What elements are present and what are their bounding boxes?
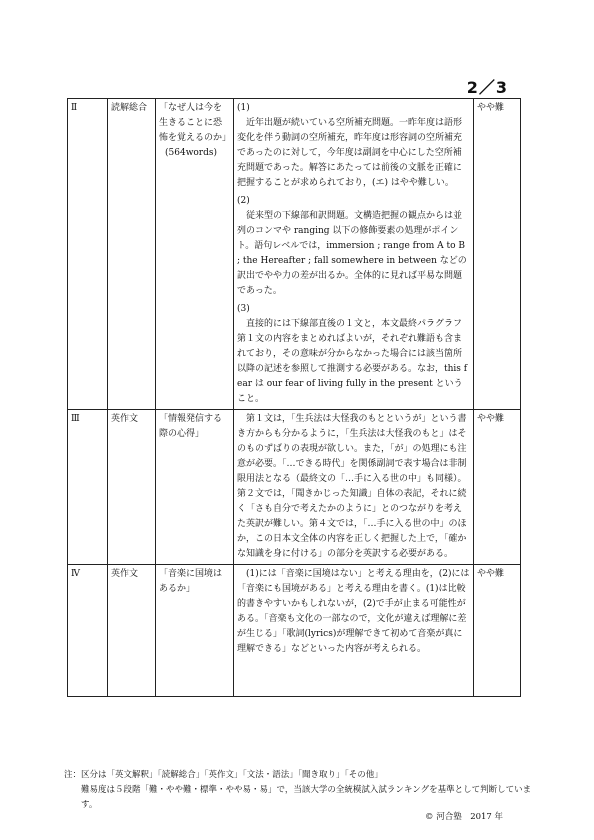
difficulty-level: やや難 (474, 99, 521, 410)
paragraph-number: (3) (237, 304, 250, 314)
question-topic: 「音楽に国境はあるか」 (156, 565, 234, 697)
footnotes (64, 768, 534, 813)
commentary-paragraph (237, 302, 470, 407)
commentary-paragraph (237, 412, 470, 562)
question-topic-cell (156, 99, 234, 410)
table-row (68, 410, 521, 565)
table-row (68, 565, 521, 697)
question-number: Ⅱ (68, 99, 108, 410)
paragraph-text: 第１文は，「生兵法は大怪我のもとというが」という書き方からも分かるように，「生兵法は大怪我のもと」はそのものずばりの表現が欲しい。また，「が」の処理にも注意が必要。「…できる時代」を関係副詞で表す場合は非制限用法となる（最終文の「…手に入る世の中」も同様）。第２文では，「聞きかじった知識」自体の表記，それに続く「さも自分で考えたかのように」とのつながりを考えた英訳が難しい。第４文では，「…手に入る世の中」のほか，この日本文全体の内容を正しく把握した上で，「確かな知識を身に付ける」の部分を英訳する必要がある。 (237, 414, 467, 559)
commentary-paragraph (237, 101, 470, 191)
question-number: Ⅲ (68, 410, 108, 565)
paragraph-text: (1)には「音楽に国境はない」と考える理由を，(2)には「音楽にも国境がある」と考える理由を書く。(1)は比較的書きやすいかもしれないが，(2)で手が止まる可能性がある。「音楽も文化の一部なので，文化が違えば理解に差が生じる」「歌詞(lyrics)が理解できて初めて音楽が真に理解できる」などといった内容が考えられる。 (237, 569, 470, 654)
difficulty-level: やや難 (474, 565, 521, 697)
question-commentary (234, 565, 474, 697)
footnote-difficulty-note: 難易度は５段階「難・やや難・標準・やや易・易」で，当該大学の全統模試入試ランキングを基準として判断しています。 (81, 785, 532, 810)
page-number: 2／3 (466, 78, 508, 97)
commentary-paragraph (237, 194, 470, 299)
paragraph-number: (2) (237, 196, 250, 206)
table-row (68, 99, 521, 410)
paragraph-text: 近年出題が続いている空所補充問題。一昨年度は語形変化を伴う動詞の空所補充，昨年度は形容詞の空所補充であったのに対して，今年度は副詞を中心にした空所補充問題であった。解答にあたっては前後の文脈を正確に把握することが求められており，(エ) はやや難しい。 (237, 118, 463, 188)
paragraph-text: 直接的には下線部直後の１文と，本文最終パラグラフ第１文の内容をまとめればよいが，それぞれ難語も含まれており，その意味が分からなかった場合には該当箇所以降の記述を参照して推測する必要がある。なお，this fear は our fear of living fully in the present ということ。 (237, 319, 468, 404)
question-topic: 「なぜ人は今を生きることに恐怖を覚えるのか」 (159, 103, 232, 143)
paragraph-text: 従来型の下線部和訳問題。文構造把握の観点からは並列のコンマや ranging 以下の修飾要素の処理がポイント。語句レベルでは，immersion ; range from A to B ; the Hereafter ; fall somewhere in between などの訳出でやや力の差が出るか。全体的に見れば平易な問題であった。 (237, 211, 467, 296)
question-analysis-table (67, 98, 521, 697)
question-commentary (234, 410, 474, 565)
footnote-category-note: 注：区分は「英文解釈」「読解総合」「英作文」「文法・語法」「聞き取り」「その他」 (64, 770, 383, 780)
copyright-notice: © 河合塾 2017 年 (425, 812, 504, 822)
question-commentary (234, 99, 474, 410)
question-category: 英作文 (108, 565, 156, 697)
question-topic: 「情報発信する際の心得」 (156, 410, 234, 565)
difficulty-level: やや難 (474, 410, 521, 565)
paragraph-number: (1) (237, 103, 250, 113)
question-number: Ⅳ (68, 565, 108, 697)
commentary-paragraph (237, 567, 470, 657)
question-category: 読解総合 (108, 99, 156, 410)
word-count: (564words) (165, 148, 218, 158)
question-category: 英作文 (108, 410, 156, 565)
